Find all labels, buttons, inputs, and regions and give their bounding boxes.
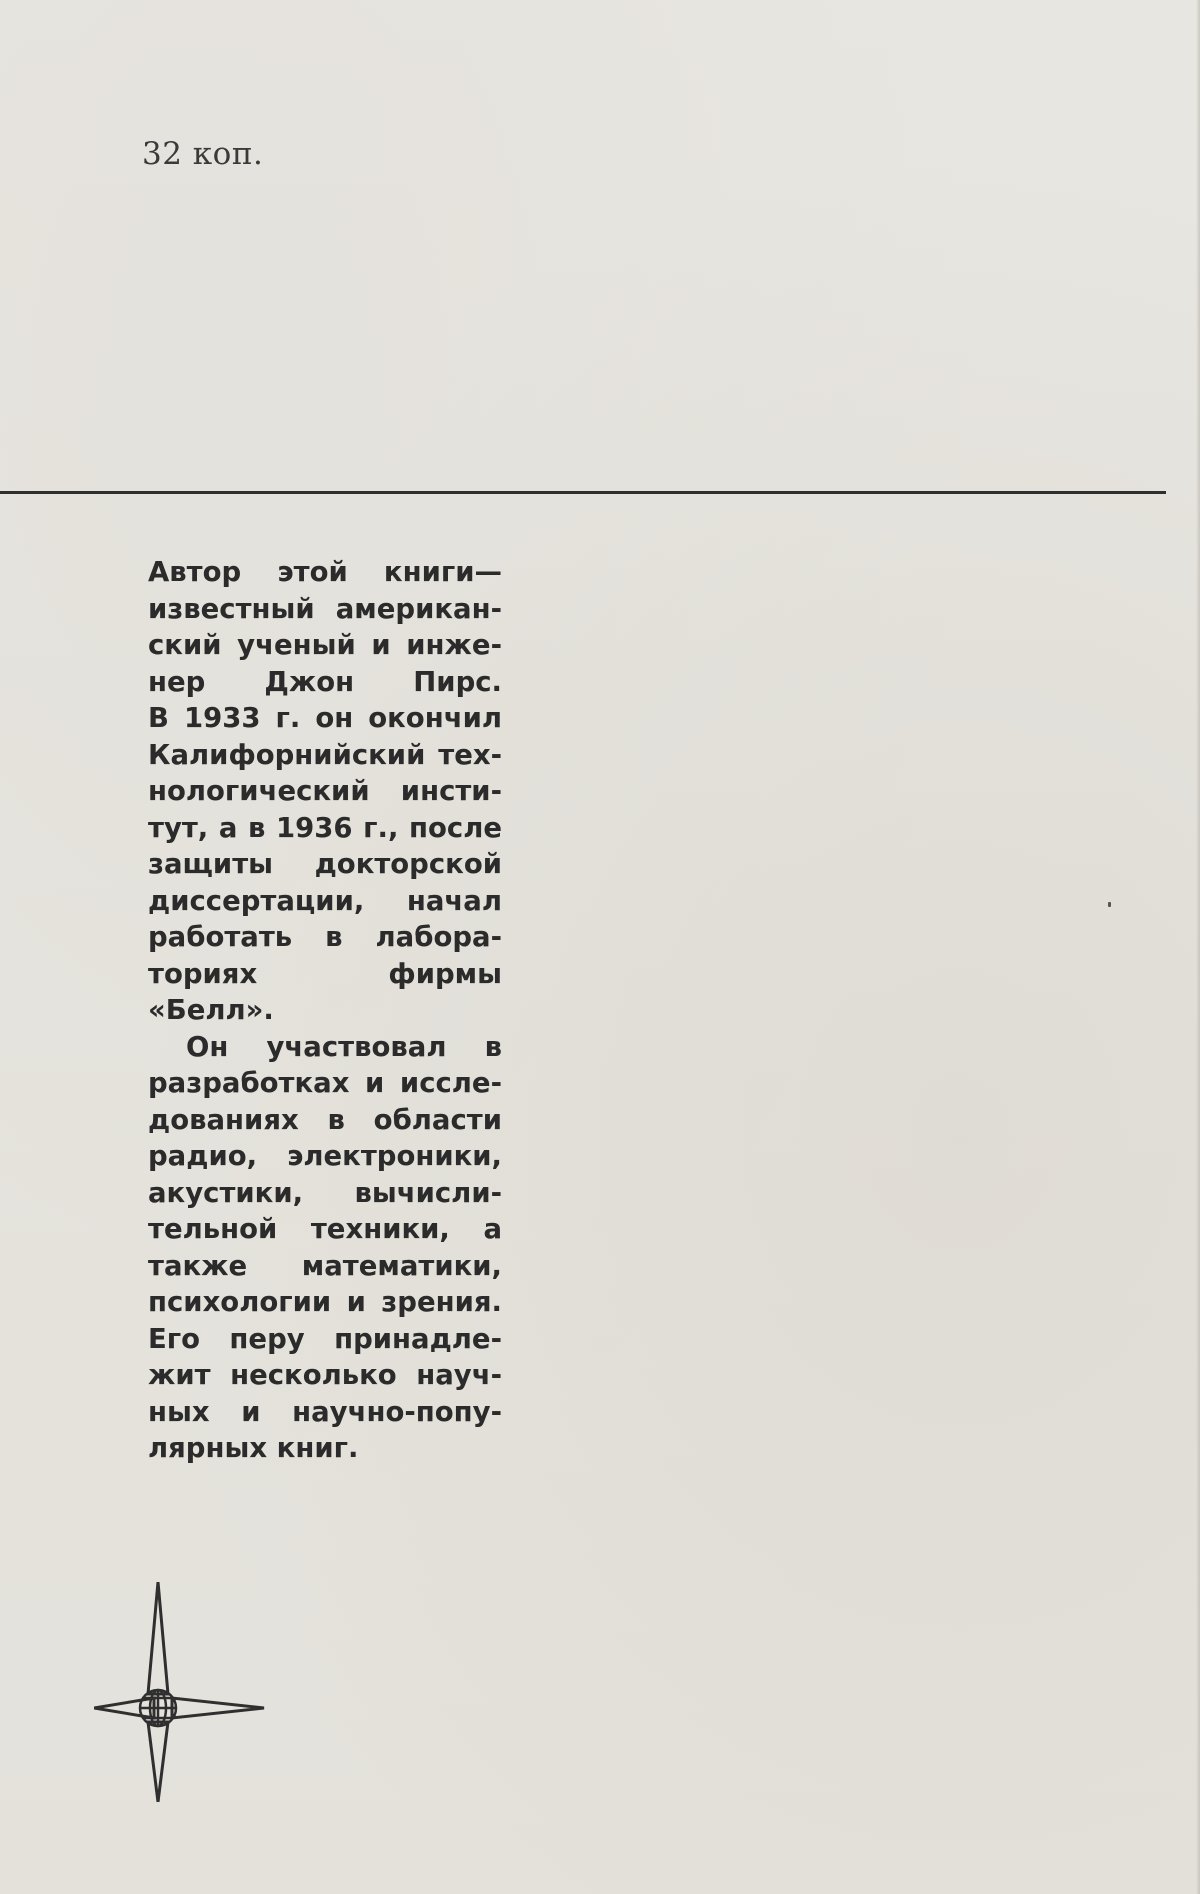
bio-line: работать в лабора- — [148, 921, 502, 953]
bio-line: также математики, — [148, 1249, 502, 1282]
bio-line: защиты докторской — [148, 848, 502, 880]
bio-line: Калифорнийский тех- — [148, 738, 502, 771]
bio-line: тельной техники, а — [148, 1213, 502, 1245]
bio-line: диссертации, начал — [148, 884, 502, 917]
bio-line: Его перу принадле- — [148, 1322, 502, 1355]
bio-line: психологии и зрения. — [148, 1286, 502, 1318]
fold-divider — [0, 491, 1166, 494]
bio-line: дованиях в области — [148, 1103, 502, 1136]
bio-line: В 1933 г. он окончил — [148, 702, 502, 734]
bio-paragraph-1 — [148, 554, 502, 1029]
bio-line: жит несколько науч- — [148, 1359, 502, 1391]
bio-line: нер Джон Пирс. — [148, 665, 502, 698]
bio-line: ных и научно-попу- — [148, 1395, 502, 1428]
bio-line: лярных книг. — [148, 1432, 359, 1464]
bio-line: тут, а в 1936 г., после — [148, 811, 502, 844]
bio-line: нологический инсти- — [148, 775, 502, 807]
compass-star-globe-icon — [94, 1582, 274, 1802]
bio-line: радио, электроники, — [148, 1140, 502, 1172]
bio-line: разработках и иссле- — [148, 1067, 502, 1099]
bio-line: «Белл». — [148, 994, 274, 1026]
author-bio — [148, 554, 502, 1467]
bio-line: акустики, вычисли- — [148, 1176, 502, 1209]
paper-speck — [1108, 902, 1111, 907]
bio-line: известный американ- — [148, 592, 502, 625]
bio-line: Он участвовал в — [186, 1030, 502, 1063]
bio-paragraph-2 — [148, 1029, 502, 1467]
bio-line: Автор этой книги— — [148, 556, 502, 588]
bio-line: ториях фирмы — [148, 957, 502, 990]
publisher-logo — [94, 1582, 274, 1802]
bio-line: ский ученый и инже- — [148, 629, 502, 661]
page-edge-shadow — [1196, 0, 1200, 1894]
price-label: 32 коп. — [142, 136, 264, 172]
